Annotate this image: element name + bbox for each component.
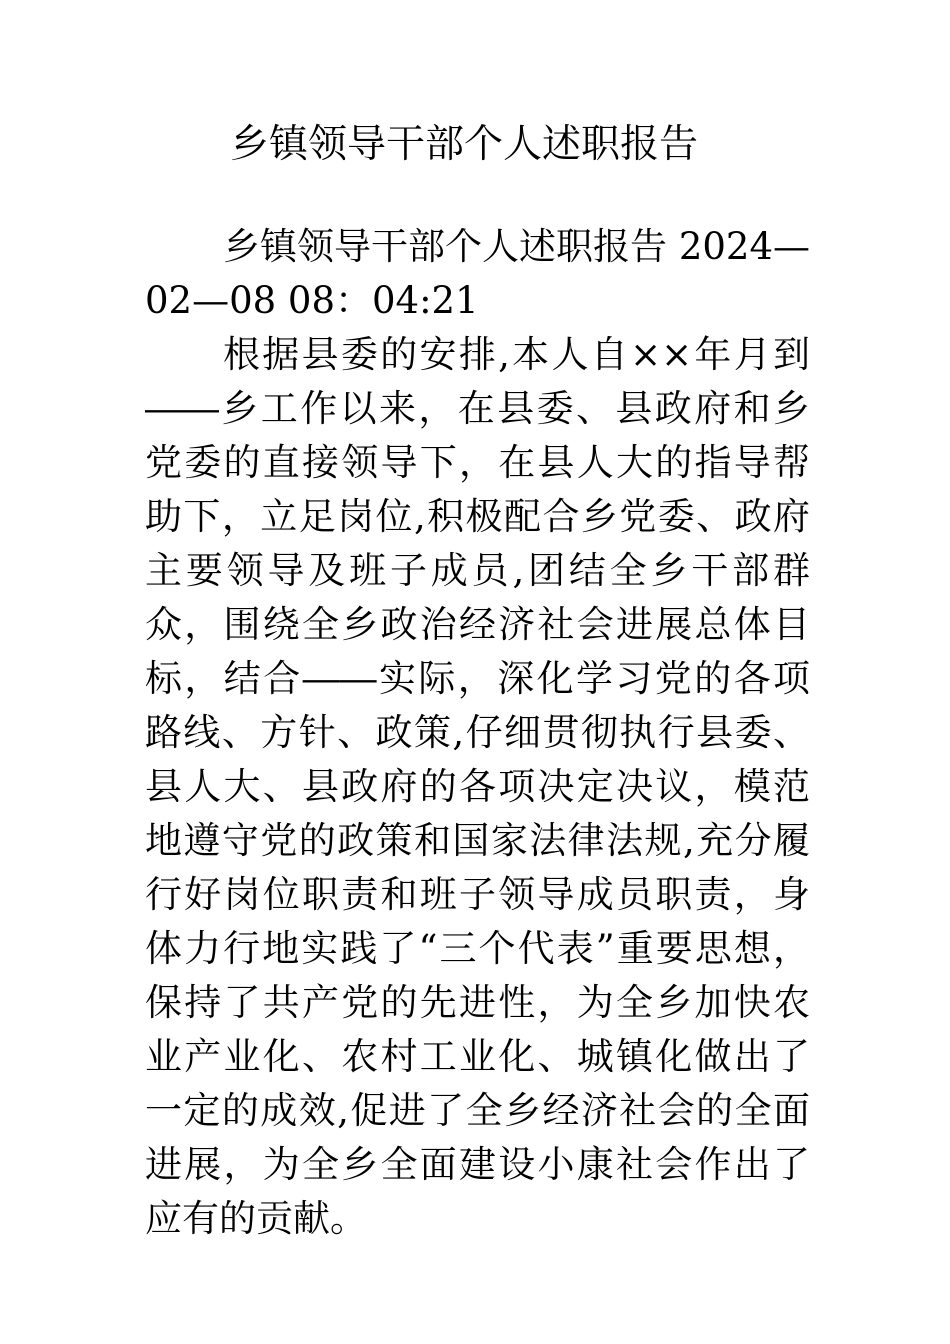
document-meta-line: 乡镇领导干部个人述职报告 2024—02—08 08：04:21 <box>145 225 810 322</box>
document-body-paragraph: 根据县委的安排,本人自××年月到――乡工作以来，在县委、县政府和乡党委的直接领导下，在县人大的指导帮助下，立足岗位,积极配合乡党委、政府主要领导及班子成员,团结全乡干部群众，围绕全乡政治经济社会进展总体目标，结合――实际，深化学习党的各项路线、方针、政策,仔细贯彻执行县委、县人大、县政府的各项决定决议，模范地遵守党的政策和国家法律法规,充分履行好岗位职责和班子领导成员职责，身体力行地实践了“三个代表”重要思想，保持了共产党的先进性，为全乡加快农业产业化、农村工业化、城镇化做出了一定的成效,促进了全乡经济社会的全面进展，为全乡全面建设小康社会作出了应有的贡献。 <box>145 333 810 1240</box>
title-spacer <box>145 180 810 220</box>
document-title: 乡镇领导干部个人述职报告 <box>230 122 699 167</box>
